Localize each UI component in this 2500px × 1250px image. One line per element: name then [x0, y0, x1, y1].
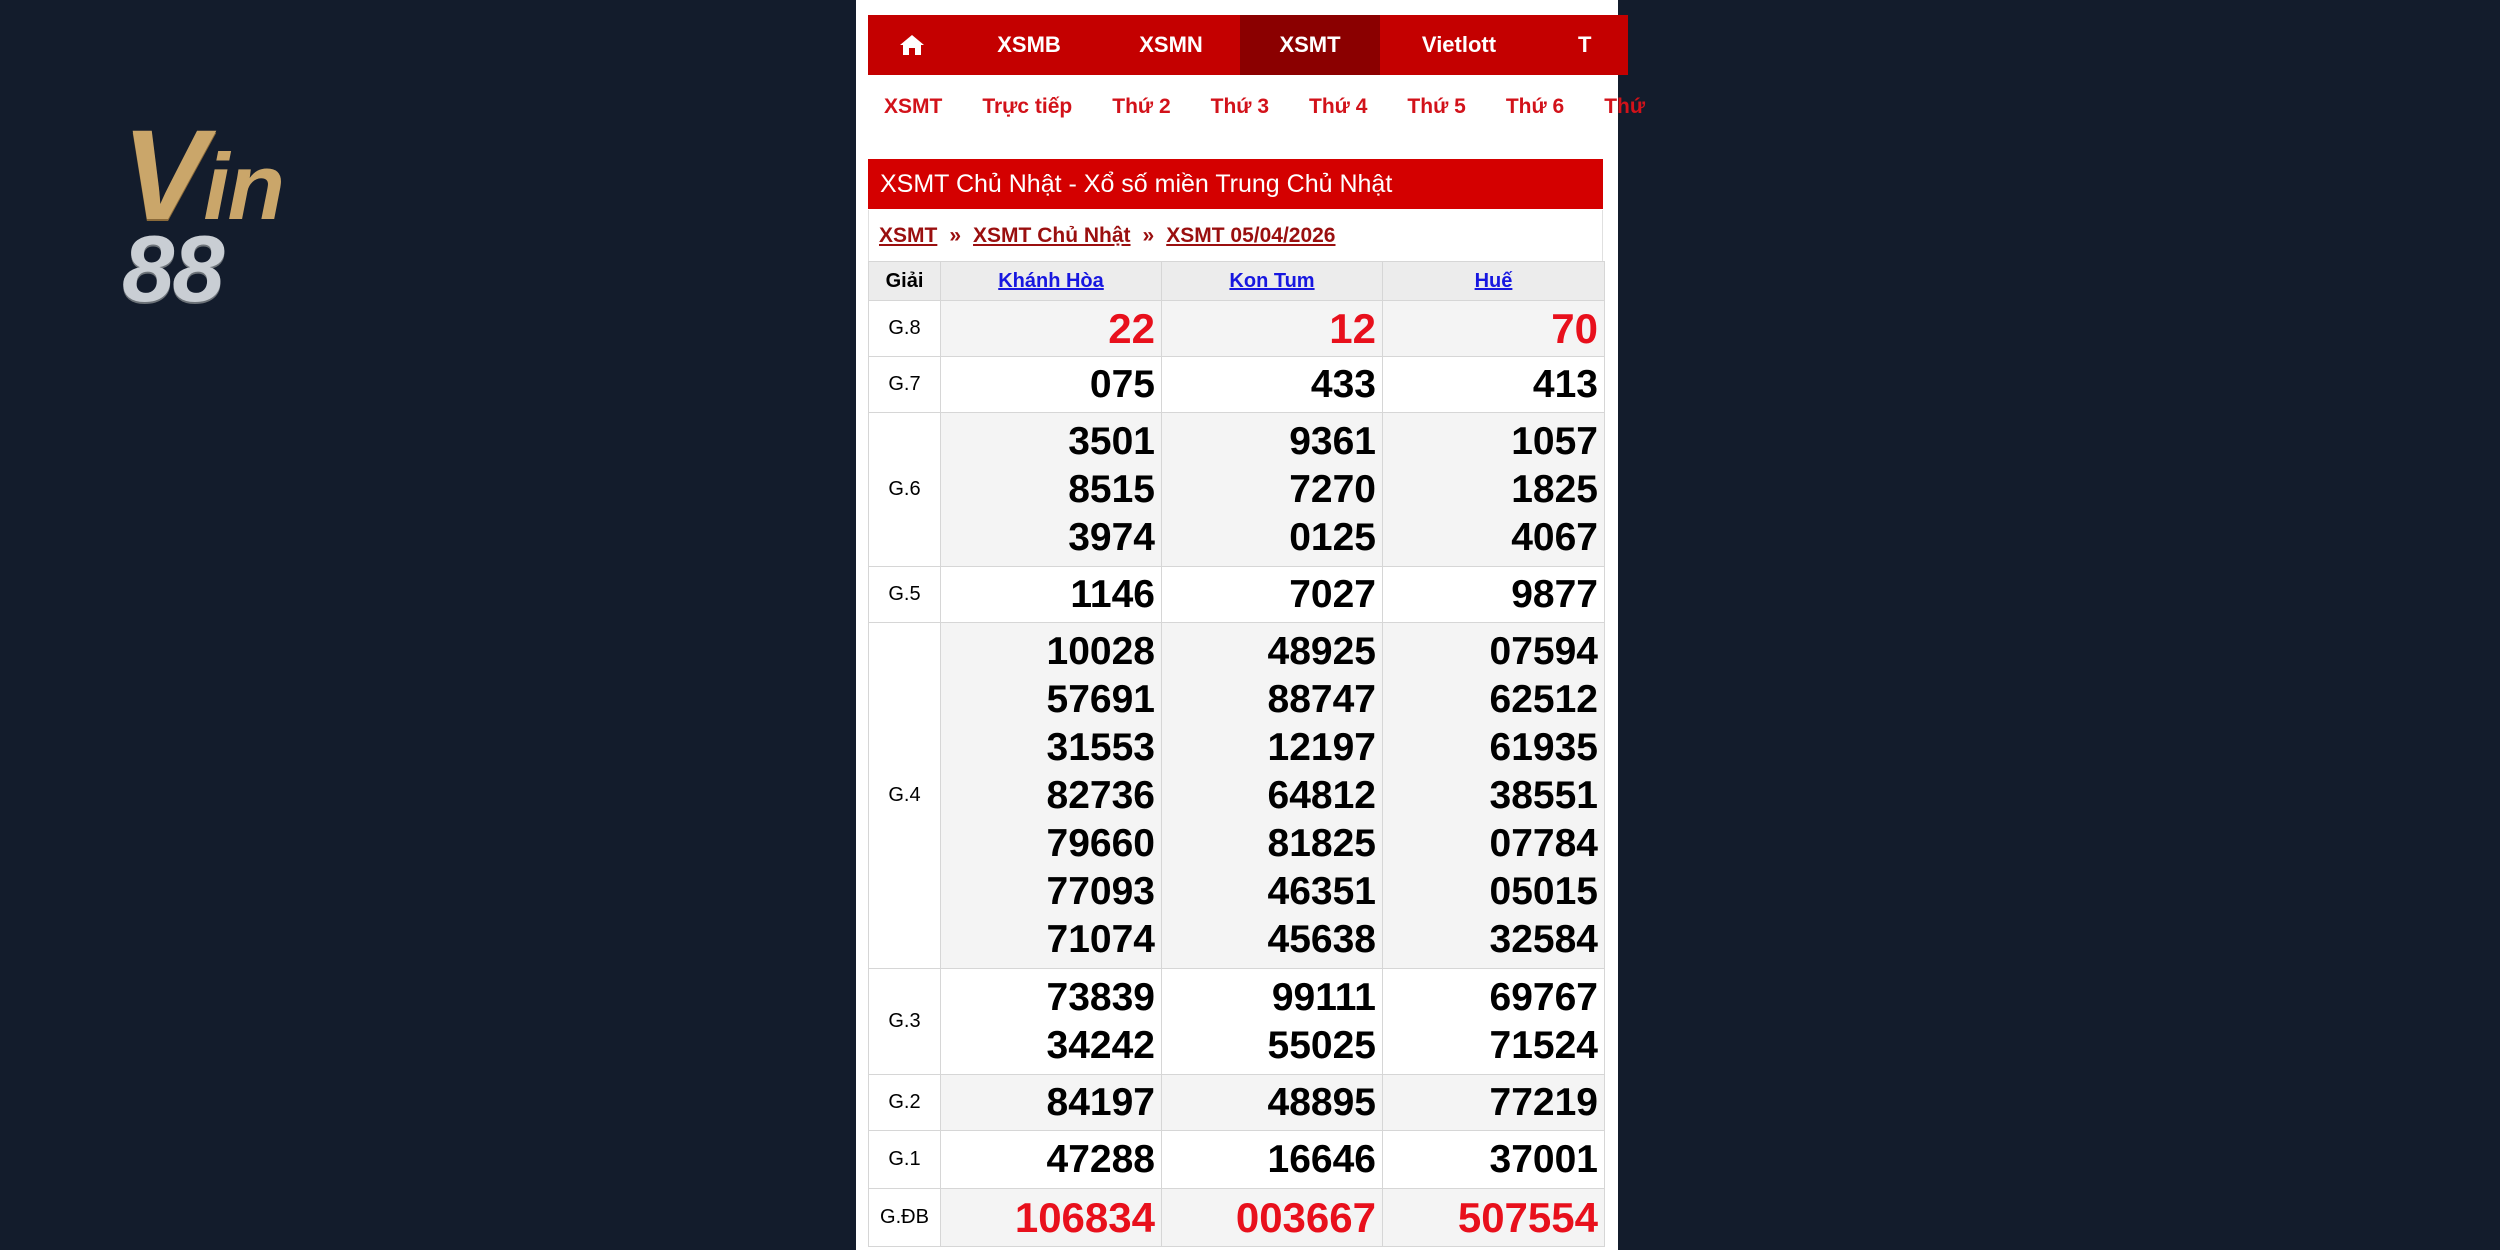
prize-label: G.8	[869, 301, 941, 357]
prize-cell	[1383, 567, 1605, 623]
breadcrumb-separator: »	[949, 223, 962, 247]
prize-number: 73839	[1046, 975, 1155, 1019]
prize-cell	[1162, 357, 1383, 413]
nav-vietlott[interactable]: Vietlott	[1421, 32, 1497, 57]
prize-cell	[1162, 1075, 1383, 1131]
prize-number: 9877	[1511, 572, 1598, 616]
prize-cell	[1383, 969, 1605, 1075]
prize-cell	[941, 623, 1162, 969]
header-province-hue[interactable]: Huế	[1383, 262, 1605, 301]
prize-number: 1057	[1511, 419, 1598, 463]
prize-number: 31553	[1046, 725, 1155, 769]
prize-number: 45638	[1267, 917, 1376, 961]
prize-cell	[1162, 1131, 1383, 1189]
prize-cell	[941, 357, 1162, 413]
prize-number: 16646	[1267, 1137, 1376, 1181]
nav-more[interactable]: T	[1578, 32, 1592, 57]
prize-cell	[1383, 623, 1605, 969]
prize-row	[869, 1131, 1605, 1189]
prize-cell	[1383, 1131, 1605, 1189]
vin88-logo[interactable]	[122, 104, 482, 321]
prize-cell	[941, 1131, 1162, 1189]
prize-number: 81825	[1267, 821, 1376, 865]
prize-cell	[1383, 357, 1605, 413]
prize-cell	[1162, 301, 1383, 357]
breadcrumb-xsmt[interactable]: XSMT	[879, 223, 938, 247]
prize-number: 88747	[1267, 677, 1376, 721]
subnav-thu-7[interactable]: Thứ	[1604, 95, 1646, 118]
prize-number: 507554	[1457, 1193, 1598, 1241]
prize-row	[869, 1189, 1605, 1247]
prize-cell	[1162, 1189, 1383, 1247]
prize-number: 84197	[1046, 1080, 1155, 1124]
breadcrumb-xsmt-chu-nhat[interactable]: XSMT Chủ Nhật	[973, 223, 1131, 247]
prize-number: 82736	[1046, 773, 1155, 817]
prize-row	[869, 623, 1605, 969]
table-header-row	[869, 262, 1605, 301]
breadcrumb-date[interactable]: XSMT 05/04/2026	[1166, 223, 1336, 247]
prize-cell	[941, 567, 1162, 623]
home-icon	[899, 33, 925, 57]
prize-cell	[941, 969, 1162, 1075]
prize-number: 433	[1310, 362, 1376, 406]
prize-number: 3974	[1068, 515, 1155, 559]
prize-cell	[1383, 1075, 1605, 1131]
prize-number: 003667	[1235, 1193, 1376, 1241]
logo-88: 88	[122, 216, 223, 321]
prize-row	[869, 1075, 1605, 1131]
prize-row	[869, 413, 1605, 567]
prize-number: 22	[1108, 304, 1155, 352]
prize-number: 77093	[1046, 869, 1155, 913]
prize-cell	[1383, 1189, 1605, 1247]
prize-row	[869, 567, 1605, 623]
prize-cell	[941, 413, 1162, 567]
prize-label: G.6	[869, 413, 941, 567]
nav-xsmb[interactable]: XSMB	[997, 32, 1061, 57]
logo-in: in	[203, 134, 283, 239]
prize-number: 106834	[1014, 1193, 1155, 1241]
header-province-kon-tum[interactable]: Kon Tum	[1162, 262, 1383, 301]
prize-cell	[941, 301, 1162, 357]
prize-number: 413	[1532, 362, 1598, 406]
prize-number: 71524	[1489, 1023, 1598, 1067]
prize-number: 47288	[1046, 1137, 1155, 1181]
prize-number: 32584	[1489, 917, 1598, 961]
prize-number: 70	[1551, 304, 1598, 352]
subnav-thu-2[interactable]: Thứ 2	[1112, 95, 1171, 118]
prize-number: 37001	[1489, 1137, 1598, 1181]
prize-cell	[1162, 623, 1383, 969]
prize-label: G.1	[869, 1131, 941, 1189]
prize-cell	[941, 1075, 1162, 1131]
prize-number: 075	[1089, 362, 1155, 406]
breadcrumb-separator: »	[1142, 223, 1155, 247]
lottery-panel	[856, 0, 1646, 1250]
prize-cell	[1162, 567, 1383, 623]
prize-number: 12197	[1267, 725, 1376, 769]
prize-number: 12	[1329, 304, 1376, 352]
prize-number: 62512	[1489, 677, 1598, 721]
prize-number: 10028	[1046, 629, 1155, 673]
sub-nav	[868, 85, 1646, 129]
prize-label: G.3	[869, 969, 941, 1075]
header-province-khanh-hoa[interactable]: Khánh Hòa	[941, 262, 1162, 301]
prize-label: G.4	[869, 623, 941, 969]
prize-row	[869, 301, 1605, 357]
prize-number: 38551	[1489, 773, 1598, 817]
prize-cell	[1383, 301, 1605, 357]
prize-cell	[1383, 413, 1605, 567]
nav-xsmt[interactable]: XSMT	[1240, 15, 1380, 75]
prize-number: 07594	[1489, 629, 1598, 673]
prize-row	[869, 969, 1605, 1075]
header-prize: Giải	[869, 262, 941, 301]
subnav-thu-3[interactable]: Thứ 3	[1210, 95, 1270, 118]
home-button[interactable]	[868, 15, 956, 75]
prize-label: G.5	[869, 567, 941, 623]
prize-number: 05015	[1489, 869, 1598, 913]
prize-label: G.ĐB	[869, 1189, 941, 1247]
top-nav	[868, 15, 1628, 75]
prize-number: 7027	[1289, 572, 1376, 616]
prize-number: 71074	[1046, 917, 1155, 961]
results-body	[869, 301, 1605, 1247]
prize-number: 57691	[1046, 677, 1155, 721]
page-title: XSMT Chủ Nhật - Xổ số miền Trung Chủ Nhật	[868, 159, 1603, 209]
prize-number: 1825	[1511, 467, 1598, 511]
prize-number: 77219	[1489, 1080, 1598, 1124]
breadcrumb	[868, 210, 1603, 262]
prize-number: 8515	[1068, 467, 1155, 511]
prize-cell	[941, 1189, 1162, 1247]
prize-row	[869, 357, 1605, 413]
subnav-thu-5[interactable]: Thứ 5	[1407, 95, 1466, 118]
prize-number: 99111	[1271, 975, 1376, 1019]
results-table	[868, 261, 1605, 1247]
prize-number: 1146	[1070, 572, 1155, 616]
prize-cell	[1162, 413, 1383, 567]
logo-v: V	[122, 104, 204, 247]
prize-number: 46351	[1267, 869, 1376, 913]
prize-number: 4067	[1511, 515, 1598, 559]
prize-number: 3501	[1068, 419, 1155, 463]
subnav-thu-4[interactable]: Thứ 4	[1309, 95, 1368, 118]
subnav-xsmt[interactable]: XSMT	[884, 95, 943, 118]
prize-number: 9361	[1289, 419, 1376, 463]
prize-number: 61935	[1489, 725, 1598, 769]
prize-number: 34242	[1046, 1023, 1155, 1067]
prize-number: 55025	[1267, 1023, 1376, 1067]
nav-xsmn[interactable]: XSMN	[1139, 32, 1203, 57]
prize-number: 07784	[1489, 821, 1598, 865]
prize-number: 7270	[1289, 467, 1376, 511]
prize-number: 69767	[1489, 975, 1598, 1019]
prize-number: 0125	[1289, 515, 1376, 559]
prize-label: G.7	[869, 357, 941, 413]
subnav-thu-6[interactable]: Thứ 6	[1505, 95, 1565, 118]
subnav-truc-tiep[interactable]: Trực tiếp	[982, 95, 1073, 118]
prize-number: 64812	[1267, 773, 1376, 817]
prize-label: G.2	[869, 1075, 941, 1131]
prize-number: 79660	[1046, 821, 1155, 865]
prize-number: 48925	[1267, 629, 1376, 673]
prize-number: 48895	[1267, 1080, 1376, 1124]
prize-cell	[1162, 969, 1383, 1075]
